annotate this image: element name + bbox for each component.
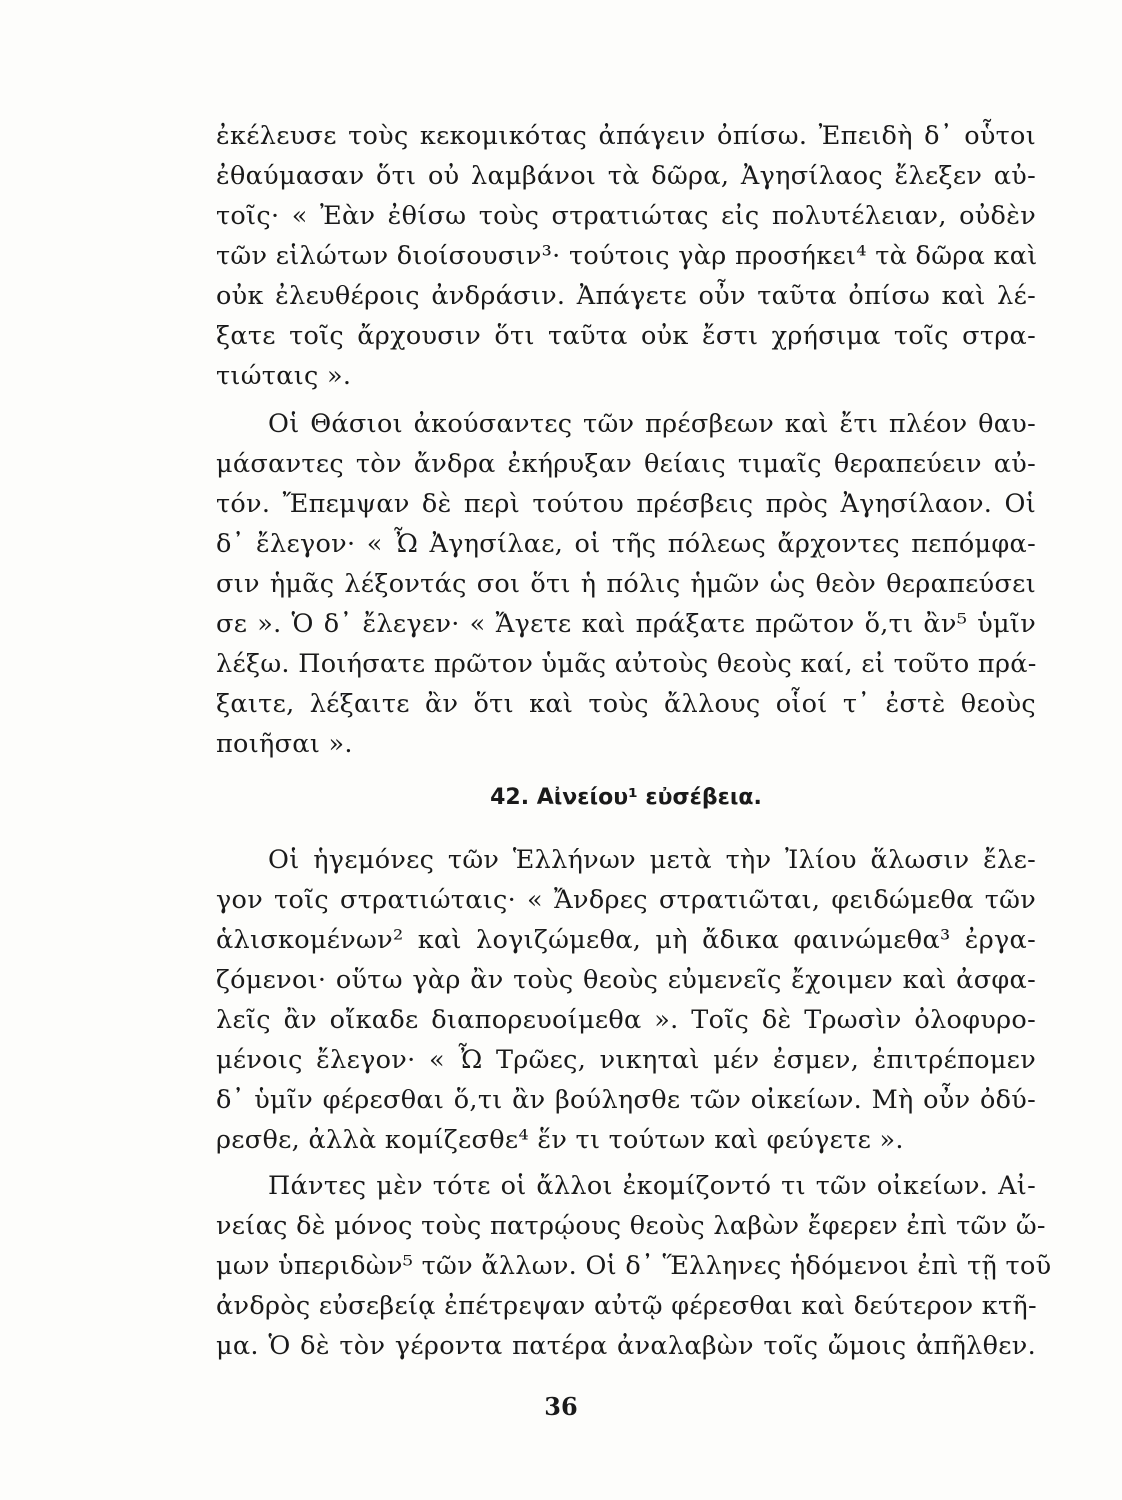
page-number: 36 bbox=[544, 1392, 578, 1421]
text-line: ἐθαύμασαν ὅτι οὐ λαμβάνοι τὰ δῶρα, Ἀγησίλαος ἔλεξεν αὐ- bbox=[216, 161, 1036, 191]
text-line: ρεσθε, ἀλλὰ κομίζεσθε⁴ ἕν τι τούτων καὶ φεύγετε ». bbox=[216, 1125, 904, 1155]
text-line: Οἱ ἡγεμόνες τῶν Ἑλλήνων μετὰ τὴν Ἰλίου ἅλωσιν ἔλε- bbox=[268, 845, 1036, 875]
text-line: τοῖς· « Ἐὰν ἐθίσω τοὺς στρατιώτας εἰς πολυτέλειαν, οὐδὲν bbox=[216, 201, 1036, 231]
text-line: λέξω. Ποιήσατε πρῶτον ὑμᾶς αὐτοὺς θεοὺς καί, εἰ τοῦτο πρά- bbox=[216, 649, 1037, 679]
text-line: σιν ἡμᾶς λέξοντάς σοι ὅτι ἡ πόλις ἡμῶν ὡς θεὸν θεραπεύσει bbox=[216, 569, 1036, 599]
text-line: μων ὑπεριδὼν⁵ τῶν ἄλλων. Οἱ δ᾽ Ἕλληνες ἡδόμενοι ἐπὶ τῇ τοῦ bbox=[216, 1251, 1052, 1281]
text-line: ἁλισκομένων² καὶ λογιζώμεθα, μὴ ἄδικα φαινώμεθα³ ἐργα- bbox=[216, 925, 1036, 955]
text-line: Πάντες μὲν τότε οἱ ἄλλοι ἐκομίζοντό τι τῶν οἰκείων. Αἰ- bbox=[268, 1171, 1036, 1201]
text-line: γον τοῖς στρατιώταις· « Ἄνδρες στρατιῶται, φειδώμεθα τῶν bbox=[216, 885, 1036, 915]
text-line: μάσαντες τὸν ἄνδρα ἐκήρυξαν θείαις τιμαῖς θεραπεύειν αὐ- bbox=[216, 449, 1036, 479]
text-line: μένοις ἔλεγον· « Ὦ Τρῶες, νικηταὶ μέν ἐσμεν, ἐπιτρέπομεν bbox=[216, 1045, 1036, 1075]
text-line: ξατε τοῖς ἄρχουσιν ὅτι ταῦτα οὐκ ἔστι χρήσιμα τοῖς στρα- bbox=[216, 321, 1036, 351]
text-line: ποιῆσαι ». bbox=[216, 729, 353, 759]
text-line: τῶν εἱλώτων διοίσουσιν³· τούτοις γὰρ προσήκει⁴ τὰ δῶρα καὶ bbox=[216, 241, 1038, 271]
text-line: ξαιτε, λέξαιτε ἂν ὅτι καὶ τοὺς ἄλλους οἷοί τ᾽ ἐστὲ θεοὺς bbox=[216, 689, 1036, 719]
text-line: ζόμενοι· οὕτω γὰρ ἂν τοὺς θεοὺς εὐμενεῖς ἔχοιμεν καὶ ἀσφα- bbox=[216, 965, 1036, 995]
text-line: οὐκ ἐλευθέροις ἀνδράσιν. Ἀπάγετε οὖν ταῦτα ὀπίσω καὶ λέ- bbox=[216, 281, 1036, 311]
text-line: λεῖς ἂν οἴκαδε διαπορευοίμεθα ». Τοῖς δὲ Τρωσὶν ὀλοφυρο- bbox=[216, 1005, 1036, 1035]
text-line: δ᾽ ὑμῖν φέρεσθαι ὅ,τι ἂν βούλησθε τῶν οἰκείων. Μὴ οὖν ὀδύ- bbox=[216, 1085, 1036, 1115]
text-line: σε ». Ὁ δ᾽ ἔλεγεν· « Ἄγετε καὶ πράξατε πρῶτον ὅ,τι ἂν⁵ ὑμῖν bbox=[216, 609, 1036, 639]
text-line: τόν. Ἔπεμψαν δὲ περὶ τούτου πρέσβεις πρὸς Ἀγησίλαον. Οἱ bbox=[216, 489, 1036, 519]
text-line: ἐκέλευσε τοὺς κεκομικότας ἀπάγειν ὀπίσω. Ἐπειδὴ δ᾽ οὗτοι bbox=[216, 121, 1036, 151]
section-heading: 42. Αἰνείου¹ εὐσέβεια. bbox=[490, 785, 762, 810]
text-line: δ᾽ ἔλεγον· « Ὦ Ἀγησίλαε, οἱ τῆς πόλεως ἄρχοντες πεπόμφα- bbox=[216, 529, 1036, 559]
text-line: ἀνδρὸς εὐσεβείᾳ ἐπέτρεψαν αὐτῷ φέρεσθαι καὶ δεύτερον κτῆ- bbox=[216, 1291, 1037, 1321]
text-line: νείας δὲ μόνος τοὺς πατρῴους θεοὺς λαβὼν ἔφερεν ἐπὶ τῶν ὤ- bbox=[216, 1211, 1046, 1241]
text-line: μα. Ὁ δὲ τὸν γέροντα πατέρα ἀναλαβὼν τοῖς ὤμοις ἀπῆλθεν. bbox=[216, 1331, 1036, 1361]
text-line: Οἱ Θάσιοι ἀκούσαντες τῶν πρέσβεων καὶ ἔτι πλέον θαυ- bbox=[268, 409, 1036, 439]
text-line: τιώταις ». bbox=[216, 361, 352, 391]
